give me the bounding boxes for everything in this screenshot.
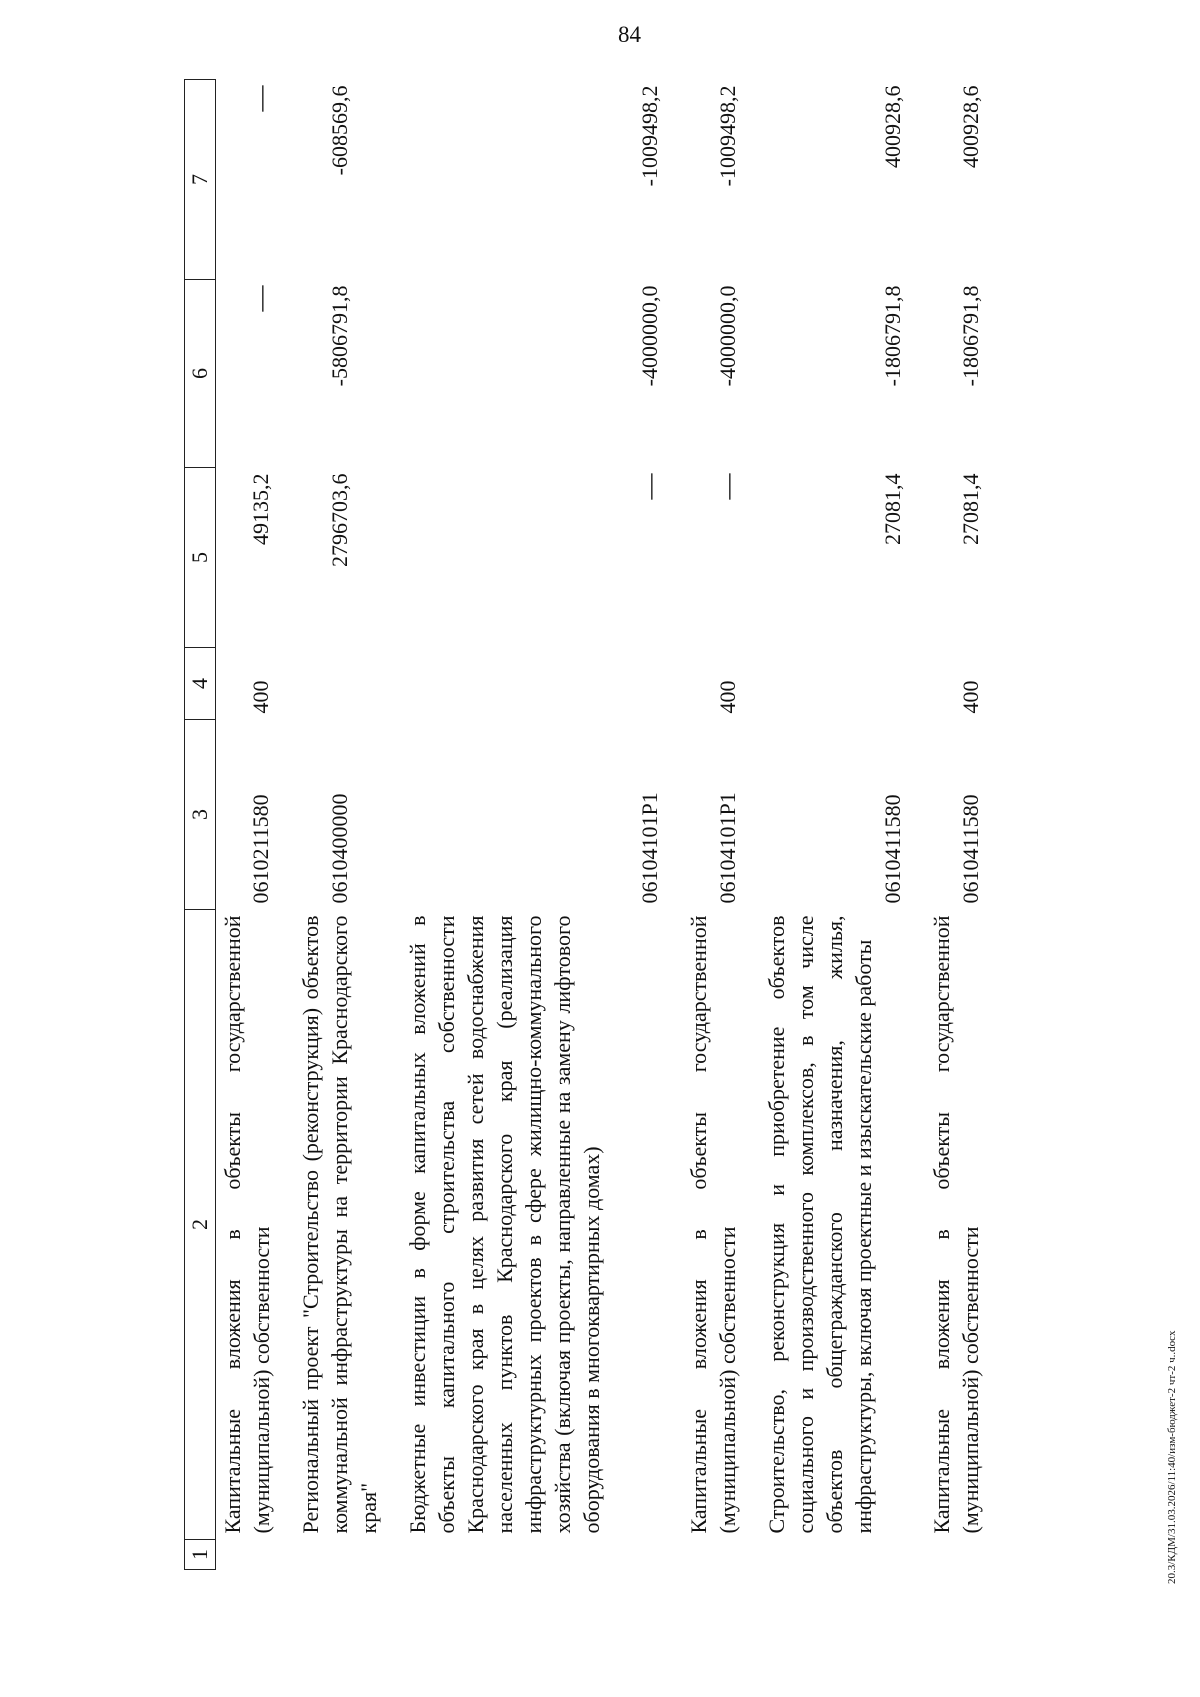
table-row (276, 80, 383, 1570)
row-code: 0610211580 (248, 794, 273, 904)
row-type (742, 648, 907, 720)
row-value-7: 400928,6 (880, 85, 905, 168)
row-name: Капитальные вложения в объекты государственной (муниципальной) собственности (220, 915, 274, 1534)
row-value-5: 2796703,6 (327, 473, 352, 567)
row-type: 400 (248, 680, 273, 714)
header-cell-7: 7 (185, 80, 216, 280)
row-value-7: -608569,6 (327, 85, 352, 176)
row-value-5: 49135,2 (248, 473, 273, 545)
row-code: 06104101P1 (637, 792, 662, 904)
header-cell-2: 2 (185, 910, 216, 1540)
row-value-5: — (635, 473, 664, 500)
row-number-cell (276, 1540, 383, 1570)
row-type (276, 648, 383, 720)
row-value-7: 400928,6 (958, 85, 983, 168)
row-value-7: -1009498,2 (715, 85, 740, 187)
row-number-cell (907, 1540, 985, 1570)
row-type: 400 (958, 680, 983, 714)
table-row (664, 80, 742, 1570)
header-cell-1: 1 (185, 1540, 216, 1570)
row-name: Бюджетные инвестиции в форме капитальных вложений в объекты капитального строительства собственности Краснодарского края в целях развития сетей водоснабжения населенных пунктов Краснодарского края (реализация инфраструктурных проектов в сфере жилищно-коммунального хозяйства (включая проекты, направленные на замену лифтового оборудования в многоквартирных домах) (405, 915, 604, 1534)
row-value-7: — (246, 85, 275, 112)
table-row (216, 80, 277, 1570)
header-row (185, 80, 216, 1570)
row-name: Строительство, реконструкция и приобретение объектов социального и производственного комплексов, в том числе объектов общегражданского назначения, жилья, инфраструктуры, включая проектные и изыскательские работы (764, 915, 876, 1534)
table-row (907, 80, 985, 1570)
row-code: 0610400000 (327, 793, 352, 904)
row-number-cell (664, 1540, 742, 1570)
header-cell-4: 4 (185, 648, 216, 720)
row-name: Капитальные вложения в объекты государственной (муниципальной) собственности (929, 915, 983, 1534)
header-cell-3: 3 (185, 720, 216, 910)
row-value-6: -4000000,0 (637, 285, 662, 387)
row-number-cell (742, 1540, 907, 1570)
row-value-6: -5806791,8 (327, 285, 352, 387)
page-number: 84 (618, 22, 641, 47)
row-code: 0610411580 (880, 794, 905, 904)
row-number-cell (383, 1540, 664, 1570)
row-type (383, 648, 664, 720)
document-footer: 20.3/КДМ/31.03.2026/11:40/изм-бюджет-2 чт-2 ч..docx (1166, 1330, 1178, 1584)
row-type: 400 (715, 680, 740, 714)
table-row (383, 80, 664, 1570)
budget-table (184, 79, 985, 1570)
row-value-5: 27081,4 (958, 473, 983, 545)
rotated-table-container (184, 80, 1099, 1570)
row-value-5: — (713, 473, 742, 500)
row-value-6: -4000000,0 (715, 285, 740, 387)
row-code: 0610411580 (958, 794, 983, 904)
row-code: 06104101P1 (715, 792, 740, 904)
row-value-6: -1806791,8 (958, 285, 983, 387)
row-number-cell (216, 1540, 277, 1570)
row-value-7: -1009498,2 (637, 85, 662, 187)
row-name: Капитальные вложения в объекты государственной (муниципальной) собственности (686, 915, 740, 1534)
table-row (742, 80, 907, 1570)
header-cell-5: 5 (185, 468, 216, 648)
row-value-5: 27081,4 (880, 473, 905, 545)
row-name: Региональный проект "Строительство (реконструкция) объектов коммунальной инфраструктуры на территории Краснодарского края" (298, 915, 381, 1534)
row-value-6: -1806791,8 (880, 285, 905, 387)
header-cell-6: 6 (185, 280, 216, 468)
row-value-6: — (246, 285, 275, 312)
